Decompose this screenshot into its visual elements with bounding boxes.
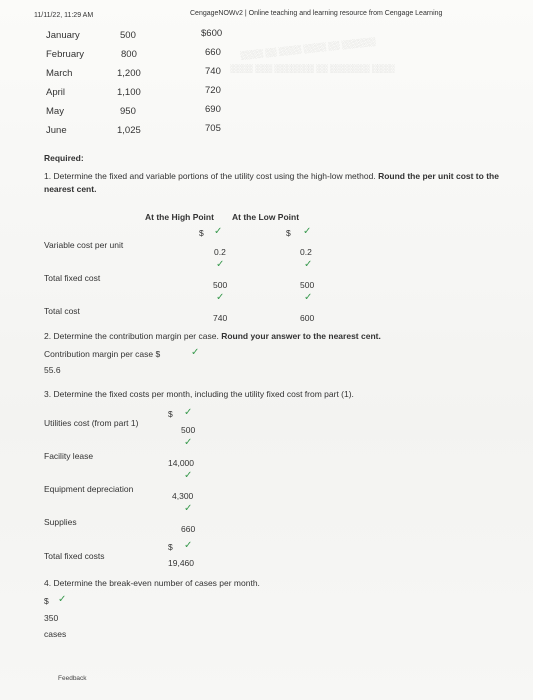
check-icon: ✓ bbox=[216, 259, 225, 270]
feedback-link[interactable]: Feedback bbox=[58, 675, 87, 682]
high-point-header: At the High Point bbox=[145, 212, 214, 222]
cases-value: 950 bbox=[120, 106, 136, 117]
question-3-text: 3. Determine the fixed costs per month, including the utility fixed cost from part (1). bbox=[44, 389, 354, 399]
cost-value: 660 bbox=[205, 47, 221, 58]
question-4-text: 4. Determine the break-even number of cases per month. bbox=[44, 578, 260, 588]
check-icon: ✓ bbox=[58, 594, 67, 605]
equipment-depreciation-label: Equipment depreciation bbox=[44, 484, 134, 494]
required-label: Required: bbox=[44, 153, 84, 163]
cost-value: 740 bbox=[205, 66, 221, 77]
supplies-value[interactable]: 660 bbox=[181, 524, 196, 534]
check-icon: ✓ bbox=[184, 407, 193, 418]
check-icon: ✓ bbox=[303, 226, 312, 237]
total-cost-low[interactable]: 600 bbox=[300, 313, 315, 323]
month-label: March bbox=[46, 68, 73, 79]
total-fixed-costs-value[interactable]: 19,460 bbox=[168, 558, 194, 568]
dollar-sign: $ bbox=[199, 228, 204, 238]
variable-cost-label: Variable cost per unit bbox=[44, 240, 124, 250]
total-fixed-cost-low[interactable]: 500 bbox=[300, 280, 315, 290]
cost-value: 720 bbox=[205, 85, 221, 96]
variable-cost-high[interactable]: 0.2 bbox=[214, 247, 226, 257]
check-icon: ✓ bbox=[191, 347, 200, 358]
dollar-sign: $ bbox=[168, 542, 173, 552]
check-icon: ✓ bbox=[214, 226, 223, 237]
check-icon: ✓ bbox=[216, 292, 225, 303]
cost-value: $600 bbox=[201, 28, 223, 39]
cases-value: 1,100 bbox=[117, 87, 141, 98]
facility-lease-value[interactable]: 14,000 bbox=[168, 458, 194, 468]
cases-value: 1,200 bbox=[117, 68, 141, 79]
site-title: CengageNOWv2 | Online teaching and learning resource from Cengage Learning bbox=[190, 10, 443, 17]
total-cost-high[interactable]: 740 bbox=[213, 313, 228, 323]
break-even-unit: cases bbox=[44, 629, 67, 639]
check-icon: ✓ bbox=[184, 437, 193, 448]
contribution-margin-value[interactable]: 55.6 bbox=[44, 365, 61, 375]
contribution-margin-label: Contribution margin per case $ bbox=[44, 349, 161, 359]
question-1-text: 1. Determine the fixed and variable portions of the utility cost using the high-low method. Round the per unit cost to the nearest cent. bbox=[44, 171, 499, 194]
check-icon: ✓ bbox=[184, 503, 193, 514]
cost-value: 690 bbox=[205, 104, 221, 115]
total-cost-label: Total cost bbox=[44, 306, 80, 316]
cases-value: 800 bbox=[121, 49, 137, 60]
month-label: April bbox=[46, 87, 66, 98]
equipment-depreciation-value[interactable]: 4,300 bbox=[172, 491, 194, 501]
total-fixed-cost-label: Total fixed cost bbox=[44, 273, 101, 283]
check-icon: ✓ bbox=[304, 259, 313, 270]
supplies-label: Supplies bbox=[44, 517, 77, 527]
bleed-through-text: ░░░░ ░░ ░░░░ ░░░░ ░░ ░░░░░░ bbox=[239, 36, 376, 61]
dollar-sign: $ bbox=[286, 228, 291, 238]
total-fixed-cost-high[interactable]: 500 bbox=[213, 280, 228, 290]
print-timestamp: 11/11/22, 11:29 AM bbox=[34, 12, 94, 19]
month-label: May bbox=[46, 106, 64, 117]
month-label: January bbox=[46, 30, 80, 41]
dollar-sign: $ bbox=[168, 409, 173, 419]
dollar-sign: $ bbox=[44, 596, 49, 606]
facility-lease-label: Facility lease bbox=[44, 451, 94, 461]
cost-value: 705 bbox=[205, 123, 221, 134]
utilities-cost-label: Utilities cost (from part 1) bbox=[44, 418, 139, 428]
bleed-through-text: ░░░░ ░░░ ░░░░░░░ ░░ ░░░░░░░ ░░░░ bbox=[230, 64, 395, 73]
month-label: February bbox=[46, 49, 85, 60]
variable-cost-low[interactable]: 0.2 bbox=[300, 247, 312, 257]
total-fixed-costs-label: Total fixed costs bbox=[44, 551, 105, 561]
low-point-header: At the Low Point bbox=[232, 212, 300, 222]
cases-value: 500 bbox=[120, 30, 136, 41]
utilities-cost-value[interactable]: 500 bbox=[181, 425, 196, 435]
check-icon: ✓ bbox=[304, 292, 313, 303]
question-2-text: 2. Determine the contribution margin per case. Round your answer to the nearest cent. bbox=[44, 331, 381, 341]
month-label: June bbox=[46, 125, 67, 136]
cases-value: 1,025 bbox=[117, 125, 141, 136]
break-even-value[interactable]: 350 bbox=[44, 613, 59, 623]
check-icon: ✓ bbox=[184, 540, 193, 551]
check-icon: ✓ bbox=[184, 470, 193, 481]
